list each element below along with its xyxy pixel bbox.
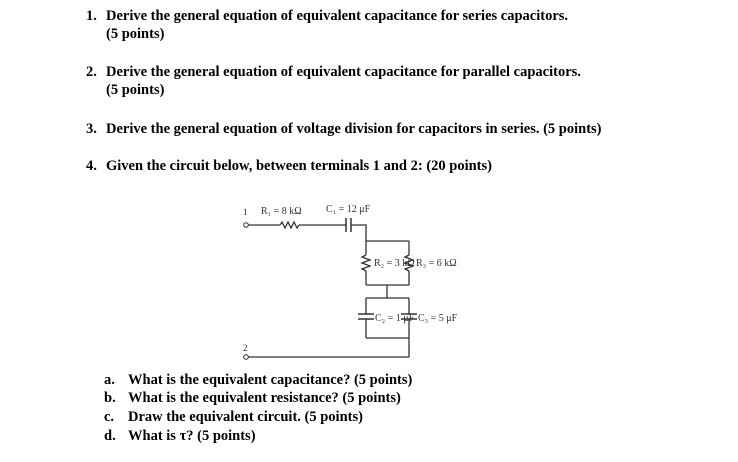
- label-c1: C₁ = 12 μF: [326, 204, 371, 215]
- capacitor-c1: [346, 218, 351, 232]
- subquestion-c: [104, 408, 363, 426]
- label-c2: C₂ = 1 μF: [375, 313, 415, 324]
- subquestion-text: What is the equivalent capacitance? (5 points): [128, 372, 413, 388]
- label-c3: C₃ = 5 μF: [418, 313, 458, 324]
- question-number: 4.: [86, 158, 97, 174]
- question-text: Derive the general equation of equivalent capacitance for series capacitors.: [106, 8, 569, 24]
- subquestion-letter: b.: [104, 390, 116, 406]
- label-r2: R₂ = 3 kΩ: [374, 258, 415, 269]
- question-text: Given the circuit below, between terminals 1 and 2: (20 points): [106, 158, 492, 174]
- question-number: 3.: [86, 121, 97, 137]
- question-number: 2.: [86, 64, 97, 80]
- question-text: Derive the general equation of equivalent capacitance for parallel capacitors.: [106, 64, 581, 80]
- wire-top-right: [351, 225, 366, 241]
- resistor-r1: [280, 222, 299, 228]
- terminal-2-node: [244, 355, 249, 360]
- capacitor-c2: [358, 314, 374, 319]
- resistor-r2: [362, 255, 370, 271]
- question-points: (5 points): [106, 82, 165, 98]
- subquestion-text: What is τ? (5 points): [128, 428, 256, 444]
- subquestion-letter: c.: [104, 409, 115, 425]
- label-r3: R₃ = 6 kΩ: [416, 258, 457, 269]
- subquestion-b: [104, 389, 401, 407]
- subquestion-d: [104, 427, 256, 445]
- subquestion-letter: a.: [104, 372, 115, 388]
- question-text: Derive the general equation of voltage division for capacitors in series. (5 points): [106, 121, 602, 137]
- subquestion-text: What is the equivalent resistance? (5 points): [128, 390, 401, 406]
- subquestion-a: [104, 371, 412, 389]
- question-points: (5 points): [106, 26, 165, 42]
- label-r1: R₁ = 8 kΩ: [261, 206, 302, 217]
- subquestion-text: Draw the equivalent circuit. (5 points): [128, 409, 363, 425]
- terminal-2-label: 2: [243, 343, 248, 353]
- subquestion-letter: d.: [104, 428, 116, 444]
- terminal-1-label: 1: [243, 207, 248, 217]
- question-number: 1.: [86, 8, 97, 24]
- terminal-1-node: [244, 223, 249, 228]
